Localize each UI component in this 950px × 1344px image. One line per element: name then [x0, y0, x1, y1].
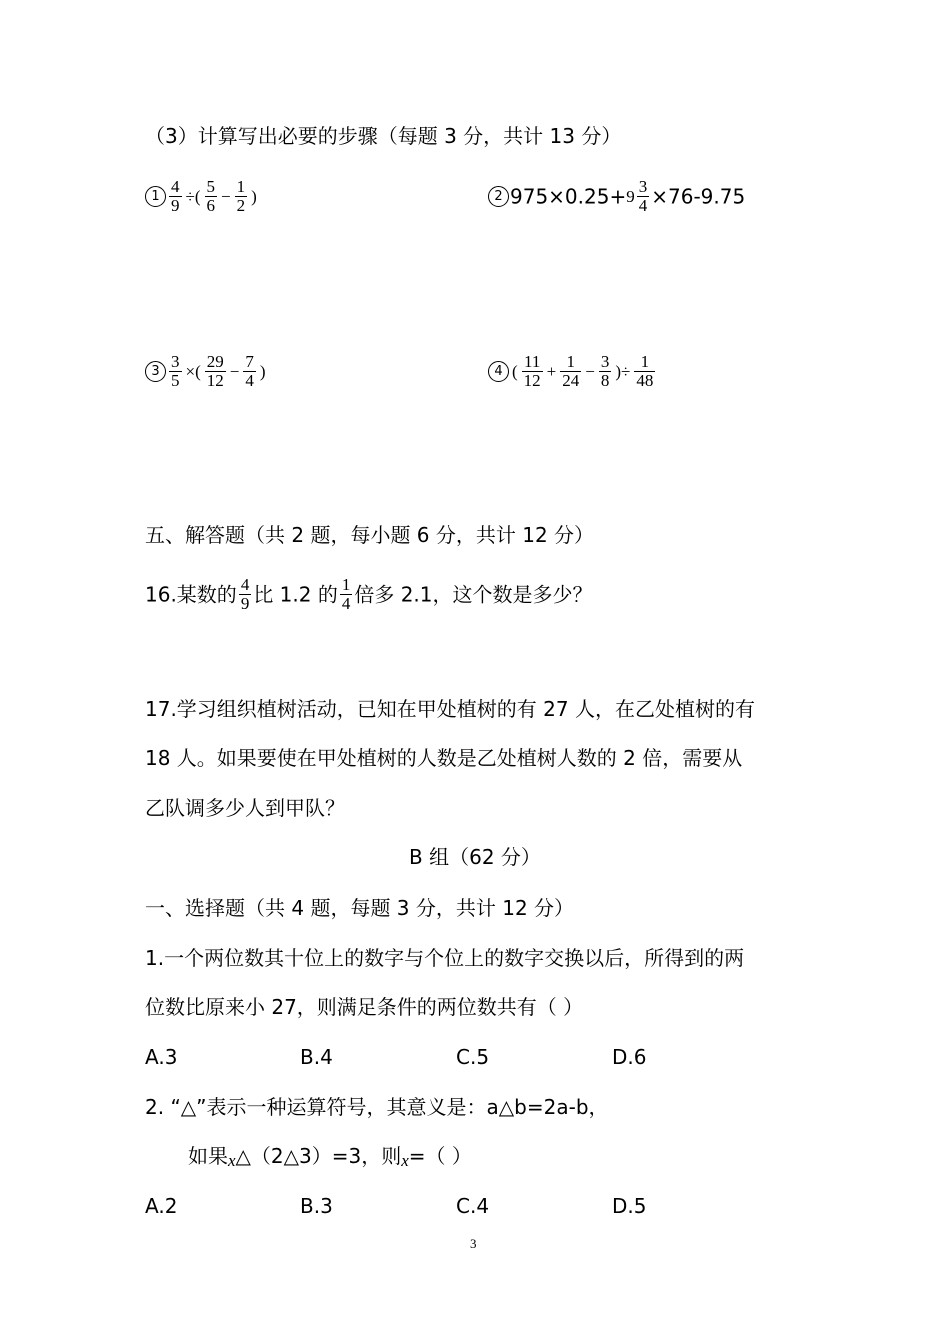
fraction: $\frac{5}{6}$: [206, 177, 215, 215]
choice-question-1-option-c: C.5: [456, 1045, 490, 1069]
choice-question-2-option-c: C.4: [456, 1194, 490, 1218]
fraction: $\frac{1}{2}$: [236, 177, 246, 215]
choice-question-2-option-d: D.5: [612, 1194, 647, 1218]
page-number: 3: [470, 1236, 477, 1251]
problem-3: 3 $\frac{3}{5}$ ×( $\frac{29}{12}$ − $\frac{7}{4}$ ): [145, 353, 268, 390]
problem-2-marker: 2: [488, 186, 509, 207]
choice-question-1-option-d: D.6: [612, 1045, 647, 1069]
problem-1-marker: 1: [145, 186, 166, 207]
variable-x: x: [228, 1151, 236, 1170]
fraction: $\frac{7}{4}$: [245, 352, 254, 390]
fraction: $\frac{11}{12}$: [523, 352, 541, 390]
fraction: $\frac{3}{8}$: [600, 352, 610, 390]
choice-question-2-option-a: A.2: [145, 1194, 178, 1218]
fraction: $\frac{29}{12}$: [206, 352, 224, 390]
choice-question-1-option-b: B.4: [300, 1045, 333, 1069]
question-17-line-2: 18 人。如果要使在甲处植树的人数是乙处植树人数的 2 倍，需要从: [145, 746, 743, 770]
choice-question-2-line-2: 如果x△（2△3）=3，则x=（ ）: [188, 1144, 472, 1170]
section5-heading: 五、解答题（共 2 题，每小题 6 分，共计 12 分）: [145, 523, 595, 547]
section3-heading: （3）计算写出必要的步骤（每题 3 分，共计 13 分）: [145, 124, 622, 148]
problem-4-marker: 4: [488, 361, 509, 382]
choice-question-1-line-1: 1.一个两位数其十位上的数字与个位上的数字交换以后，所得到的两: [145, 946, 745, 970]
fraction: $\frac{4}{9}$: [240, 575, 250, 613]
fraction: $\frac{1}{4}$: [341, 575, 351, 613]
choice-question-1-line-2: 位数比原来小 27，则满足条件的两位数共有（ ）: [145, 995, 584, 1019]
group-b-title: B 组（62 分）: [409, 845, 541, 869]
fraction: $\frac{1}{48}$: [636, 352, 654, 390]
variable-x: x: [401, 1151, 409, 1170]
choice-question-2-line-1: 2. “△”表示一种运算符号，其意义是：a△b=2a-b，: [145, 1095, 609, 1119]
question-17-line-3: 乙队调多少人到甲队？: [145, 796, 345, 820]
problem-3-marker: 3: [145, 361, 166, 382]
fraction: $\frac{4}{9}$: [171, 177, 180, 215]
question-17-line-1: 17.学习组织植树活动，已知在甲处植树的有 27 人，在乙处植树的有: [145, 697, 755, 721]
choice-question-1-option-a: A.3: [145, 1045, 178, 1069]
problem-4: 4 ( $\frac{11}{12}$ + $\frac{1}{24}$ − $\frac{3}{8}$ )÷ $\frac{1}{48}$: [488, 353, 657, 390]
fraction: $\frac{3}{5}$: [171, 352, 180, 390]
fraction: $\frac{1}{24}$: [562, 352, 580, 390]
choice-question-2-option-b: B.3: [300, 1194, 333, 1218]
problem-1: 1 $\frac{4}{9}$ ÷( $\frac{5}{6}$ − $\frac{1}{2}$ ): [145, 178, 259, 215]
question-16: 16.某数的 $\frac{4}{9}$ 比 1.2 的 $\frac{1}{4}$ 倍多 2.1，这个数是多少？: [145, 575, 593, 613]
choice-heading: 一、选择题（共 4 题，每题 3 分，共计 12 分）: [145, 896, 575, 920]
problem-2: 2 975×0.25+9 $\frac{3}{4}$ ×76-9.75: [488, 178, 745, 215]
fraction: $\frac{3}{4}$: [638, 177, 648, 215]
